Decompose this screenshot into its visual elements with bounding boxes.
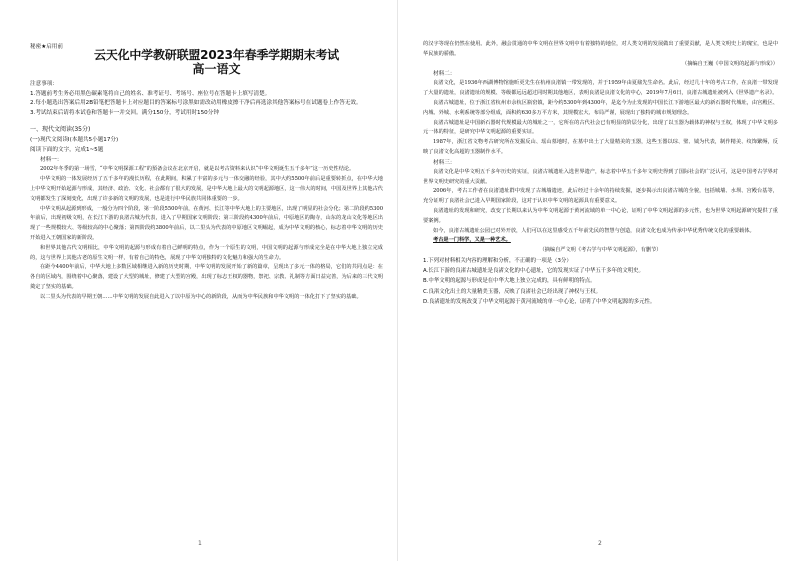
body-paragraph: 2002年冬季的第一场雪，“中华文明探源工程”的預备会议在北京开启，就是以考古资料来认识“中华文明诞生五千多年”这一历史性结论。: [40, 166, 355, 173]
notice-heading: 注意事项：: [30, 81, 58, 87]
body-paragraph: 2006年，考古工作者在良渚遗址群中发现了古城墙遗迹，此后经过十余年的持续发掘，逐步揭示出良渚古城的全貌，包括城墙、水坝、宫殿台基等，充分证明了良渚社会已进入早期国家阶段，这对于认识中华文明的起源具有重要意义。: [423, 188, 778, 205]
emphasized-quote: 考古是一门科学，又是一种艺术。: [433, 237, 511, 244]
notice-item: 2.每小题选出答案后用2B铅笔把答题卡上对应题目的答案标号涂黑如需改动用橡皮擦干净后再选涂其他答案标号在试题卷上作答无效。: [30, 100, 362, 107]
citation: （摘编自王巍《中国文明的起源与形成》）: [682, 60, 778, 67]
question-option: D.良渚遗址的发现改变了中华文明起源于黄河流域的单一中心论，证明了中华文明起源的多元性。: [423, 298, 656, 305]
citation: （摘编自严文明《考古学与中华文明起源》，有删节）: [539, 247, 662, 254]
subsection-heading: (一)现代文阅读I(本题共5小题17分): [30, 137, 119, 144]
right-page: [397, 0, 794, 561]
section-heading: 一、现代文阅读(35分): [30, 126, 91, 134]
body-paragraph: 以二里头为代表的早期王朝……中华文明的发展自此进入了以中原为中心的新阶段，从而为中华民族和中华文明的一体化打下了坚实的基础。: [40, 293, 362, 300]
notice-item: 1.答题前考生务必用黑色碳素笔将自己的姓名、准考证号、考场号、座位号在答题卡上填写清楚。: [30, 90, 271, 97]
body-paragraph: 中华文明从起源到形成，一般分为四个阶段，第一阶段5500年前，在黄河、长江等中华大地上的主要地区，出现了明显的社会分化；第二阶段约5300年前后，出现初级文明，在长江下游的良渚古城为代表，进入了早期国家文明阶段；第三阶段约4300年前后，中原地区的陶寺，山东的龙山文化等地区出现了一些规模较大、等级较高的中心聚落；第四阶段约3800年前后，以二里头为代表的中原地区文明崛起，成为中华文明的核心，标志着中华文明的历史开始进入王朝国家的新阶段。: [30, 205, 383, 241]
material-label: 材料二：: [433, 71, 456, 78]
body-paragraph: 良渚古城遗址，位于浙江省杭州市余杭区瓶窑镇，距今约5300年到4300年，是迄今为止发现的中国长江下游地区最大的新石器时代城址，由宫殿区、内城、外城、水利系统等部分组成，面积约630多万平方米，其规模宏大、布局严谨，展现出了独特的城市规划理念。: [423, 99, 778, 116]
question-stem: 1.下列对材料相关内容的理解和分析，不正确的一项是（3分）: [423, 257, 572, 264]
body-paragraph: 的汉字等现在仍然在使用。此外，融会贯通的中华文明在世界文明中有着独特的地位，对人类文明的发展做出了重要贡献，是人类文明史上的瑰宝，也是中华民族的骄傲。: [423, 41, 778, 57]
reading-instruction: 阅读下面的文字，完成1~5题: [30, 147, 104, 154]
material-label: 材料一：: [40, 157, 63, 164]
material-label: 材料三：: [433, 159, 456, 166]
exam-title: 云天化中学教研联盟2023年春季学期期末考试: [93, 48, 339, 62]
exam-subtitle: 高一语文: [192, 62, 241, 76]
notice-item: 3.考试结束后请将本试卷和答题卡一并交回。满分150分，考试用时150分钟: [30, 109, 219, 116]
body-paragraph: 良渚古城遗址是中国新石器时代规模最大的城址之一，它所在的古代社会已有明显的阶层分化，出现了以玉器为载体的神权与王权，体现了中华文明多元一体的特征，是研究中华文明起源的重要实证。: [423, 119, 778, 136]
body-paragraph: 如今，良渚古城遗址公园已对外开放，人们可以在这里感受五千年前先民的智慧与创造，良渚文化也成为传承中华优秀传统文化的重要载体。: [433, 227, 755, 234]
question-option: B.中华文明的起源与形成是在中华大地上独立完成的，具有鲜明的特点。: [423, 278, 596, 285]
page-number: 2: [598, 540, 602, 547]
body-paragraph: 1987年，浙江省文物考古研究所在发掘反山、瑶山墓地时，在墓中出土了大量精美的玉器，这些玉器以琮、璧、钺为代表，制作精美、纹饰繁缛，反映了良渚文化高超的玉器制作水平。: [423, 139, 778, 155]
body-paragraph: 良渚文化，是1936年西湖博物馆施昕更先生在杭州良渚镇一带发现的，并于1959年由夏鼐先生命名。此后，经过几十年的考古工作，在良渚一带发现了大量的遗址，良渚遗址的规模、等级都远远超过同时期其他地区，表明良渚是良渚文化的中心，2019年7月6日，良渚古城遗址被列入《世界遗产名录》。: [423, 80, 778, 97]
body-paragraph: 和世界其他古代文明相比，中华文明的起源与形成有着自己鲜明的特点，作为一个原生的文明，中国文明的起源与形成完全是在中华大地上独立完成的，这与世界上其他古老的原生文明一样，有着自己的特色，展现了中华文明独特的文化魅力和强大的生命力。: [30, 244, 383, 261]
body-paragraph: 良渚遗址的发现和研究，改变了长期以来认为中华文明起源于黄河流域的单一中心论，证明了中华文明起源的多元性，也为世界文明起源研究提供了重要案例。: [423, 207, 778, 224]
secret-label: 秘密★启用前: [30, 44, 63, 50]
question-option: C.良渚文化出土的大量精美玉器，反映了良渚社会已经出现了神权与王权。: [423, 288, 601, 295]
body-paragraph: 中华文明的一体发展经历了五千多年的漫长历程，在此期间，积累了丰富的多元与一体交融的经验，其中大约5500年前后是重要转折点，在中华大地上中华文明开始起源与形成，其经济、政治、文化、社会都有了很大的发展，是中华大地上最大的文明起源地区，这一伟大的时间，中国及世界上其他古代文明都发生了深刻变化，出现了许多新的文明的发展，也是进行中华民族共同体重要的一步。: [30, 176, 383, 202]
page-number: 1: [198, 540, 202, 547]
question-option: A.长江下游的良渚古城遗址是良渚文化的中心遗址，它的发现实证了中华五千多年的文明史。: [423, 268, 644, 275]
body-paragraph: 良渚文化是中华文明五千多年历史的实证，良渚古城遗址入选世界遗产，标志着中华五千多年文明史得到了国际社会的广泛认可，这是中国考古学界对世界文明史研究的重大贡献。: [423, 168, 778, 185]
body-paragraph: 在距今4400年前后，中华大地上多数区域相继进入新的历史时期，中华文明的发展开始了新的篇章，呈现出了多元一体的格局，它们的共同点是：在各自的区域内，围绕着中心聚落，建设了大型的城址，修建了大型的宫殿，出现了标志王权的器物，祭祀、宗教、礼制等方面日益完善，为后来的三代文明奠定了坚实的基础。: [30, 264, 383, 290]
